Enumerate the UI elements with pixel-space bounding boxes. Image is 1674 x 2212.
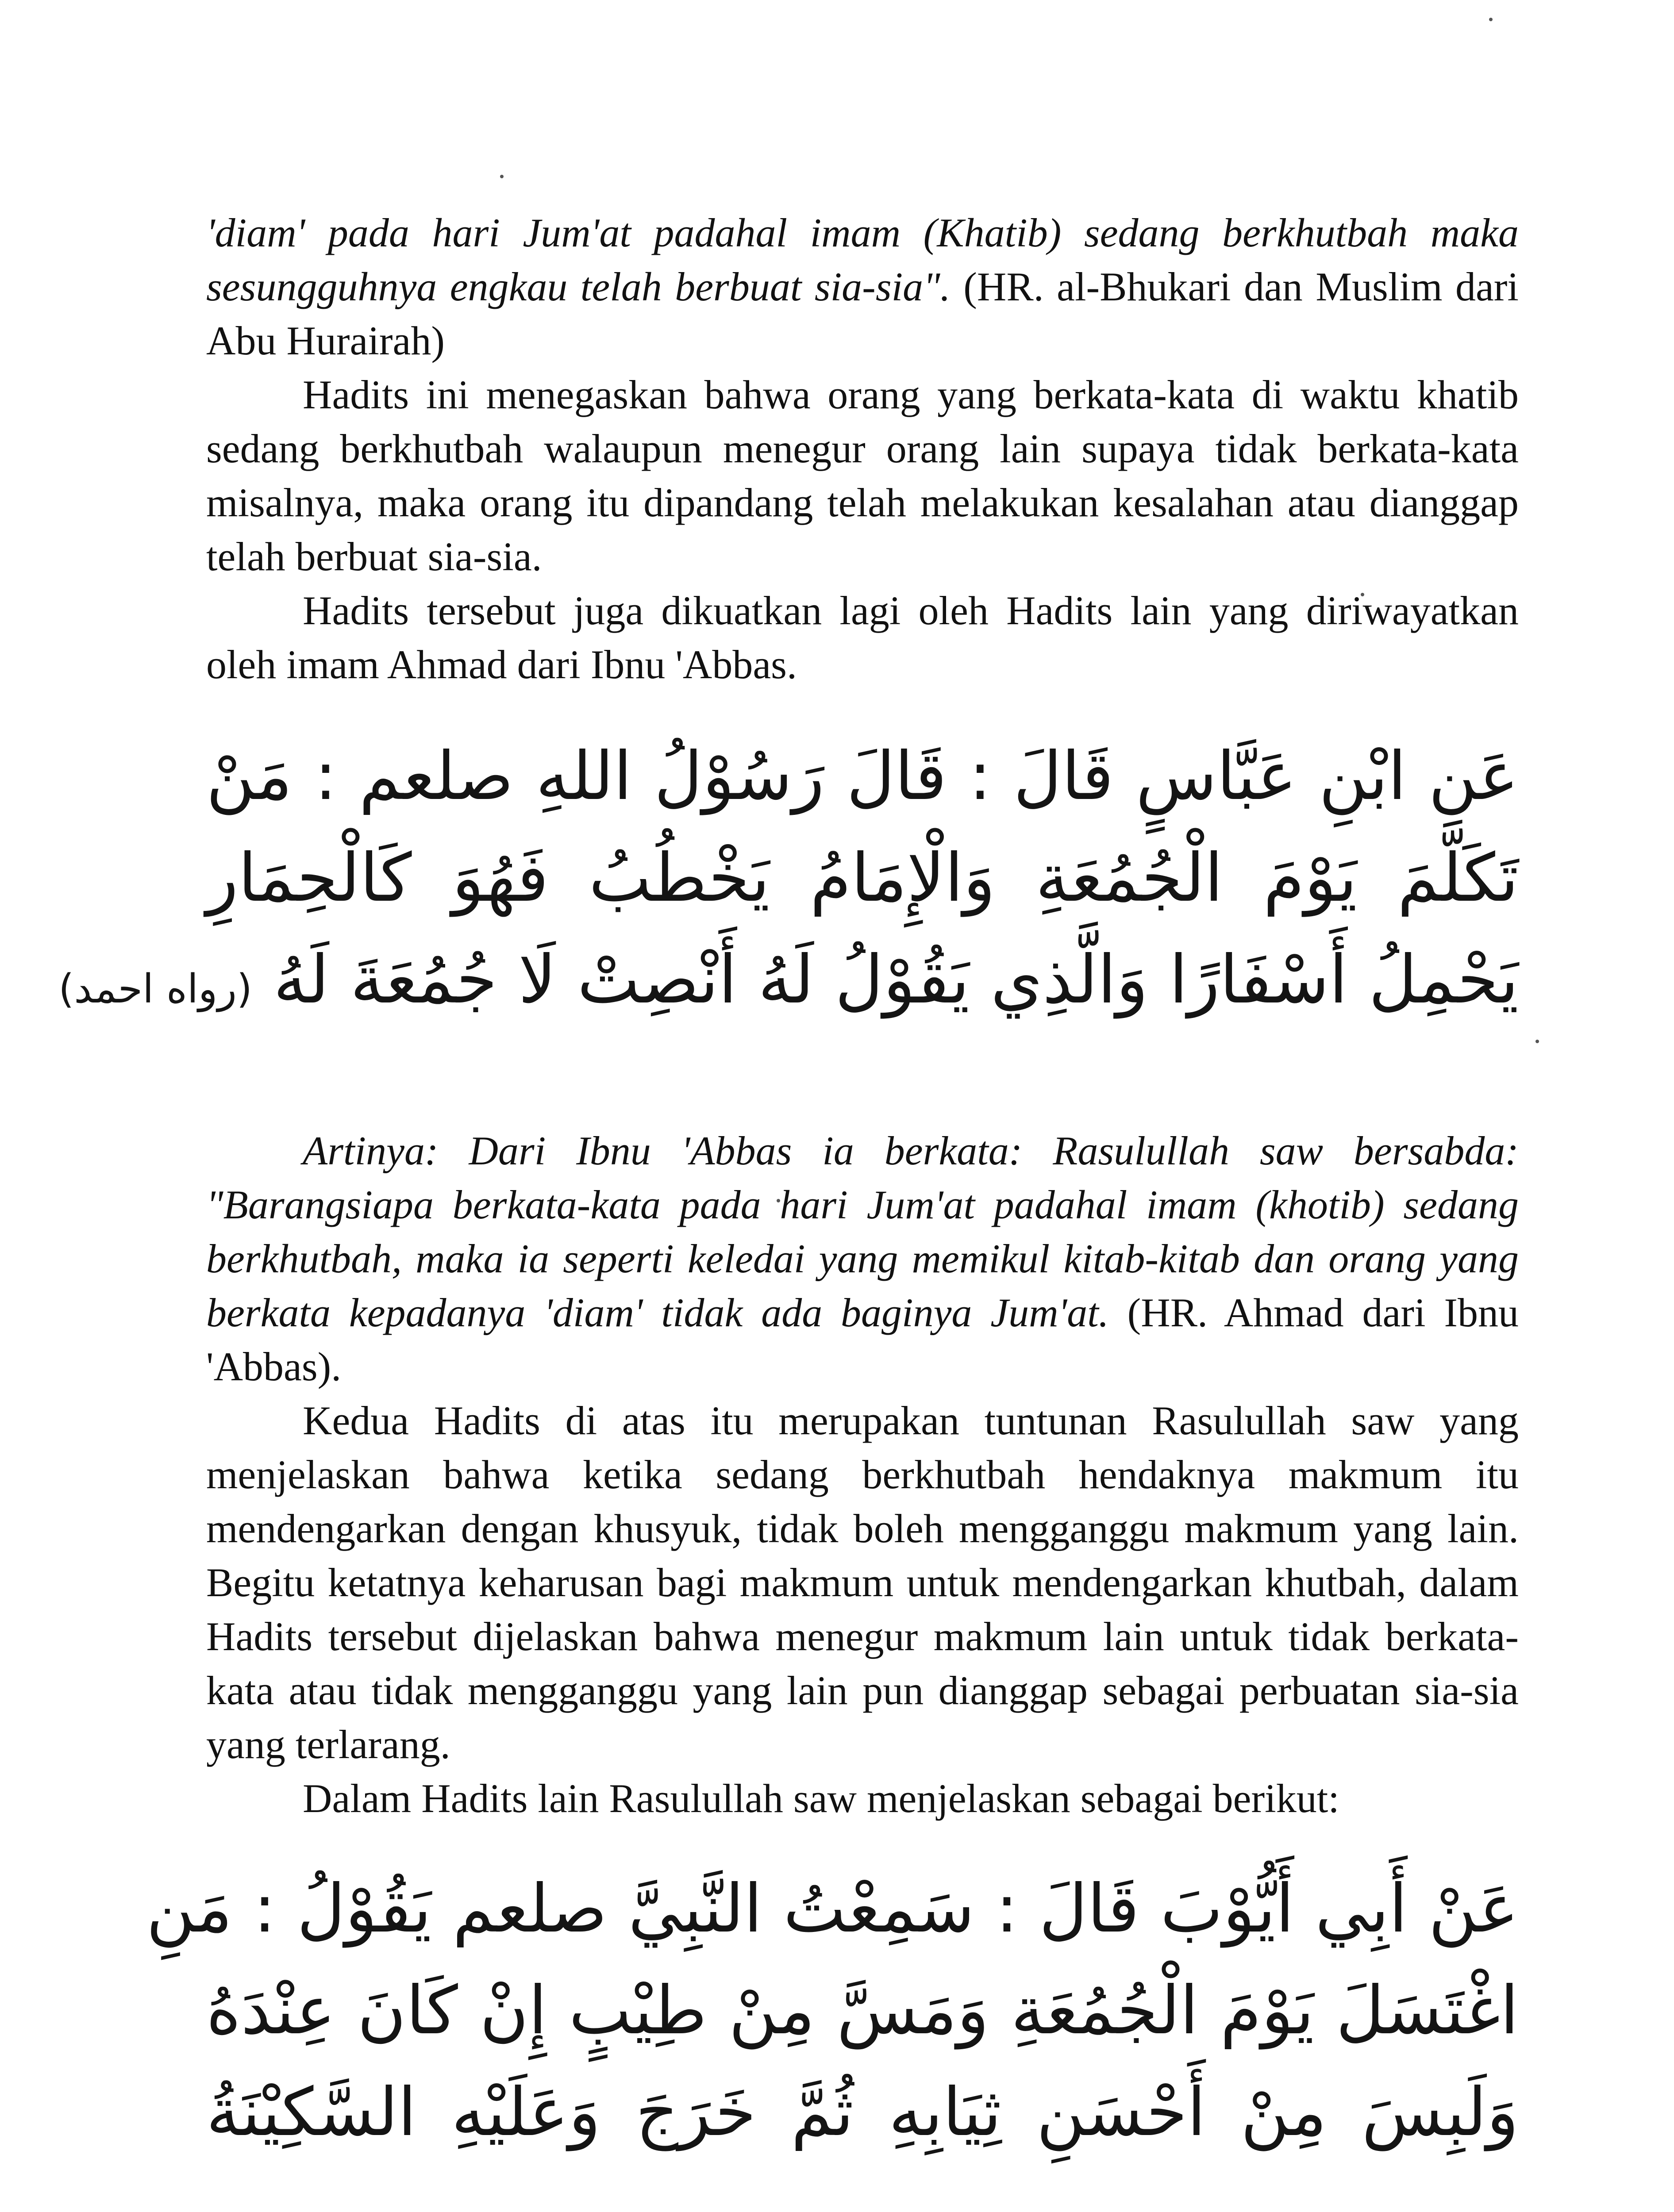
translation-paragraph bbox=[206, 1124, 1519, 1394]
arabic-line-1: عَنْ أَبِي أَيُّوْبَ قَالَ : سَمِعْتُ النَّبِيَّ صلعم يَقُوْلُ : مَنِ bbox=[146, 1870, 1519, 1947]
arabic-hadith-abu-ayyub bbox=[146, 1858, 1519, 2163]
hadith-quote-reference: (HR. al-Bhukari dan Muslim dari Abu Hurairah) bbox=[206, 264, 1519, 363]
scan-speck bbox=[500, 175, 504, 178]
text-block-top bbox=[206, 206, 1519, 691]
hadith-quote-ending bbox=[206, 206, 1519, 368]
arabic-line-1: عَنِ ابْنِ عَبَّاسٍ قَالَ : قَالَ رَسُوْلُ اللهِ صلعم : مَنْ bbox=[206, 738, 1519, 815]
text-block-bottom bbox=[206, 1124, 1519, 1825]
arabic-line-2: تَكَلَّمَ يَوْمَ الْجُمُعَةِ وَالْإِمَامُ يَخْطُبُ فَهُوَ كَالْحِمَارِ bbox=[206, 840, 1519, 917]
arabic-line-2: اغْتَسَلَ يَوْمَ الْجُمُعَةِ وَمَسَّ مِنْ طِيْبٍ إِنْ كَانَ عِنْدَهُ bbox=[206, 1972, 1519, 2049]
hadith-quote-italic: 'diam' pada hari Jum'at padahal imam (Khatib) sedang berkhutbah maka sesungguhnya engkau telah berbuat sia-sia". bbox=[206, 210, 1519, 309]
paragraph-explanation-2: Kedua Hadits di atas itu merupakan tuntunan Rasulullah saw yang menjelaskan bahwa ketika sedang berkhutbah hendaknya makmum itu mendengarkan dengan khusyuk, tidak boleh mengganggu makmum yang lain. Begitu ketatnya keharusan bagi makmum untuk mendengarkan khutbah, dalam Hadits tersebut dijelaskan bahwa menegur makmum lain untuk tidak berkata-kata atau tidak mengganggu yang lain pun dianggap sebagai perbuatan sia-sia yang terlarang. bbox=[206, 1398, 1519, 1767]
paragraph-intro-hadith-2: Hadits tersebut juga dikuatkan lagi oleh Hadits lain yang diriwayatkan oleh imam Ahmad dari Ibnu 'Abbas. bbox=[206, 588, 1519, 687]
arabic-line-3-text: يَحْمِلُ أَسْفَارًا وَالَّذِي يَقُوْلُ لَهُ أَنْصِتْ لَا جُمُعَةَ لَهُ bbox=[273, 941, 1519, 1018]
arabic-line-3: وَلَبِسَ مِنْ أَحْسَنِ ثِيَابِهِ ثُمَّ خَرَجَ وَعَلَيْهِ السَّكِيْنَةُ bbox=[206, 2074, 1519, 2151]
translation-reference: (HR. Ahmad dari Ibnu 'Abbas). bbox=[206, 1290, 1519, 1389]
arabic-hadith-source: (رواه احمد) bbox=[58, 966, 253, 1012]
scan-speck bbox=[1489, 18, 1493, 21]
arabic-line-3 bbox=[58, 929, 1519, 1040]
scan-speck bbox=[1535, 1040, 1539, 1043]
paragraph-intro-hadith-3: Dalam Hadits lain Rasulullah saw menjelaskan sebagai berikut: bbox=[303, 1776, 1339, 1821]
translation-italic: Artinya: Dari Ibnu 'Abbas ia berkata: Rasulullah saw bersabda: "Barangsiapa berkata-kata pada hari Jum'at padahal imam (khotib) sedang berkhutbah, maka ia seperti keledai yang memikul kitab-kitab dan orang yang berkata kepadanya 'diam' tidak ada baginya Jum'at. bbox=[206, 1128, 1519, 1335]
arabic-hadith-ibnu-abbas bbox=[58, 726, 1519, 1040]
paragraph-explanation-1: Hadits ini menegaskan bahwa orang yang berkata-kata di waktu khatib sedang berkhutbah walaupun menegur orang lain supaya tidak berkata-kata misalnya, maka orang itu dipandang telah melakukan kesalahan atau dianggap telah berbuat sia-sia. bbox=[206, 372, 1519, 579]
